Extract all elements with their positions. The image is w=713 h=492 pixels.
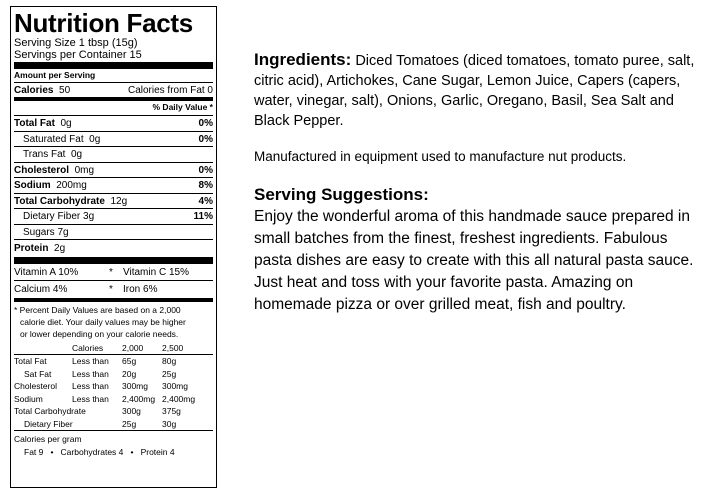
nutrient-cell bbox=[23, 227, 69, 239]
nutrient-row-dietary-fiber bbox=[14, 208, 213, 224]
table-cell: Sodium bbox=[14, 393, 43, 404]
carbs-per-gram: Carbohydrates 4 bbox=[60, 446, 124, 457]
table-cell: Total Carbohydrate bbox=[14, 406, 86, 417]
vitamin-separator: * bbox=[109, 266, 113, 278]
protein-per-gram: Protein 4 bbox=[140, 446, 175, 457]
iron: Iron 6% bbox=[123, 284, 158, 296]
nutrient-dv: 4% bbox=[198, 195, 213, 207]
label-title: Nutrition Facts bbox=[14, 8, 193, 38]
allergen-note: Manufactured in equipment used to manufacture nut products. bbox=[254, 149, 627, 164]
nutrient-amount: 0g bbox=[60, 118, 72, 130]
calories-value: 50 bbox=[59, 84, 71, 96]
nutrient-cell bbox=[14, 196, 127, 208]
nutrient-amount: 7g bbox=[57, 226, 69, 238]
nutrient-amount: 12g bbox=[110, 195, 128, 207]
nutrient-amount: 3g bbox=[83, 211, 95, 223]
nutrient-dv: 8% bbox=[198, 180, 213, 192]
nutrient-cell bbox=[14, 118, 72, 130]
vitamin-row-2 bbox=[14, 280, 213, 298]
table-cell: 300mg bbox=[162, 381, 188, 392]
table-header-row bbox=[14, 342, 213, 355]
serving-suggestions-text: Enjoy the wonderful aroma of this handmade sauce prepared in small batches from the finest, freshest ingredients. Fabulous pasta dishes are easy to create with this all natural pasta sauce. Just heat and toss with your favorite pasta. Amazing on homemade pizza or over grilled meat, fish and poultry. bbox=[254, 208, 694, 313]
calories-row bbox=[14, 83, 213, 98]
footnote-line: * Percent Daily Values are based on a 2,000 bbox=[14, 304, 181, 315]
table-cell: Less than bbox=[72, 368, 109, 379]
nutrient-name: Total Fat bbox=[14, 118, 55, 130]
calcium: Calcium 4% bbox=[14, 284, 68, 296]
nutrient-row-total-carbohydrate bbox=[14, 193, 213, 209]
vitamin-separator: * bbox=[109, 284, 113, 296]
vitamin-c: Vitamin C 15% bbox=[123, 266, 189, 278]
nutrient-row-cholesterol bbox=[14, 162, 213, 178]
nutrient-amount: 200mg bbox=[56, 180, 87, 192]
daily-value-header: % Daily Value * bbox=[152, 102, 213, 113]
table-row bbox=[14, 380, 213, 393]
table-cell: 300mg bbox=[122, 381, 148, 392]
table-row bbox=[14, 405, 213, 418]
table-cell: Calories bbox=[72, 342, 104, 353]
footnote-line: calorie diet. Your daily values may be higher bbox=[20, 316, 186, 327]
calories-label: Calories bbox=[14, 84, 54, 96]
nutrient-amount: 0g bbox=[89, 133, 101, 145]
table-cell: 300g bbox=[122, 406, 141, 417]
serving-suggestions-heading: Serving Suggestions: bbox=[254, 185, 429, 204]
calories-cell bbox=[14, 85, 70, 97]
daily-value-table bbox=[14, 342, 213, 431]
vitamin-a: Vitamin A 10% bbox=[14, 266, 79, 278]
calories-per-gram-title: Calories per gram bbox=[14, 434, 82, 445]
nutrient-row-trans-fat bbox=[14, 146, 213, 162]
nutrient-name: Sugars bbox=[23, 226, 55, 238]
nutrient-row-protein bbox=[14, 239, 213, 257]
nutrient-amount: 0mg bbox=[74, 164, 95, 176]
serving-size: Serving Size 1 tbsp (15g) bbox=[14, 37, 138, 49]
nutrient-cell bbox=[23, 134, 100, 146]
nutrition-facts-label bbox=[10, 6, 217, 488]
table-cell: 25g bbox=[122, 418, 137, 429]
nutrient-row-sugars bbox=[14, 224, 213, 240]
table-row bbox=[14, 393, 213, 406]
nutrient-row-total-fat bbox=[14, 115, 213, 131]
table-cell bbox=[14, 342, 72, 355]
nutrient-name: Saturated Fat bbox=[23, 133, 84, 145]
table-cell: 25g bbox=[162, 368, 177, 379]
bullet: • bbox=[50, 446, 54, 457]
footnote-line: or lower depending on your calorie needs. bbox=[20, 328, 179, 339]
nutrient-name: Trans Fat bbox=[23, 149, 66, 161]
table-cell: Total Fat bbox=[14, 356, 47, 367]
divider-thick bbox=[14, 62, 213, 69]
calories-from-fat: Calories from Fat 0 bbox=[127, 84, 213, 96]
nutrient-cell bbox=[23, 149, 82, 161]
bullet: • bbox=[130, 446, 134, 457]
table-cell: 375g bbox=[162, 406, 181, 417]
nutrient-row-sodium bbox=[14, 177, 213, 193]
nutrient-dv: 0% bbox=[198, 133, 213, 145]
fat-per-gram: Fat 9 bbox=[24, 446, 44, 457]
table-cell: 80g bbox=[162, 356, 177, 367]
table-row bbox=[14, 355, 213, 368]
table-row bbox=[14, 368, 213, 381]
nutrient-cell bbox=[14, 180, 87, 192]
ingredients-block bbox=[254, 50, 709, 131]
nutrient-row-saturated-fat bbox=[14, 131, 213, 147]
table-cell: Cholesterol bbox=[14, 381, 57, 392]
calories-per-gram-values bbox=[14, 446, 213, 459]
vitamin-row-1 bbox=[14, 264, 213, 281]
table-cell: 30g bbox=[162, 418, 177, 429]
product-description bbox=[254, 50, 709, 316]
nutrient-amount: 2g bbox=[54, 243, 66, 255]
nutrient-name: Total Carbohydrate bbox=[14, 195, 105, 207]
table-cell: Dietary Fiber bbox=[24, 418, 73, 429]
nutrient-dv: 0% bbox=[198, 164, 213, 176]
table-cell: 2,400mg bbox=[122, 393, 156, 404]
servings-per-container: Servings per Container 15 bbox=[14, 49, 142, 61]
table-cell: 20g bbox=[122, 368, 137, 379]
nutrient-name: Dietary Fiber bbox=[23, 211, 81, 223]
ingredients-text: Diced Tomatoes (diced tomatoes, tomato puree, salt, citric acid), Artichokes, Cane Sugar, Lemon Juice, Capers (capers, water, vinegar, salt), Onions, Garlic, Oregano, Basil, Sea Salt and Black Pepper. bbox=[254, 53, 695, 129]
nutrient-dv: 11% bbox=[193, 211, 213, 223]
table-cell: Less than bbox=[72, 393, 109, 404]
nutrient-amount: 0g bbox=[70, 149, 83, 161]
table-cell: Less than bbox=[72, 356, 109, 367]
table-cell: Less than bbox=[72, 381, 109, 392]
table-cell: 2,000 bbox=[122, 342, 144, 353]
nutrient-cell bbox=[23, 211, 94, 223]
nutrient-dv: 0% bbox=[198, 118, 213, 130]
divider-thick bbox=[14, 257, 213, 264]
table-cell: 65g bbox=[122, 356, 137, 367]
table-cell: 2,500 bbox=[162, 342, 184, 353]
ingredients-heading: Ingredients: bbox=[254, 50, 352, 69]
calories-per-gram bbox=[14, 430, 213, 458]
nutrient-name: Cholesterol bbox=[14, 164, 70, 176]
nutrient-cell bbox=[14, 243, 65, 255]
table-cell: 2,400mg bbox=[162, 393, 196, 404]
nutrient-cell bbox=[14, 165, 94, 177]
nutrient-name: Protein bbox=[14, 243, 49, 255]
table-cell: Sat Fat bbox=[24, 368, 52, 379]
daily-value-footnote bbox=[14, 302, 213, 342]
table-row bbox=[14, 418, 213, 431]
amount-per-serving: Amount per Serving bbox=[14, 70, 96, 80]
nutrient-name: Sodium bbox=[14, 180, 51, 192]
